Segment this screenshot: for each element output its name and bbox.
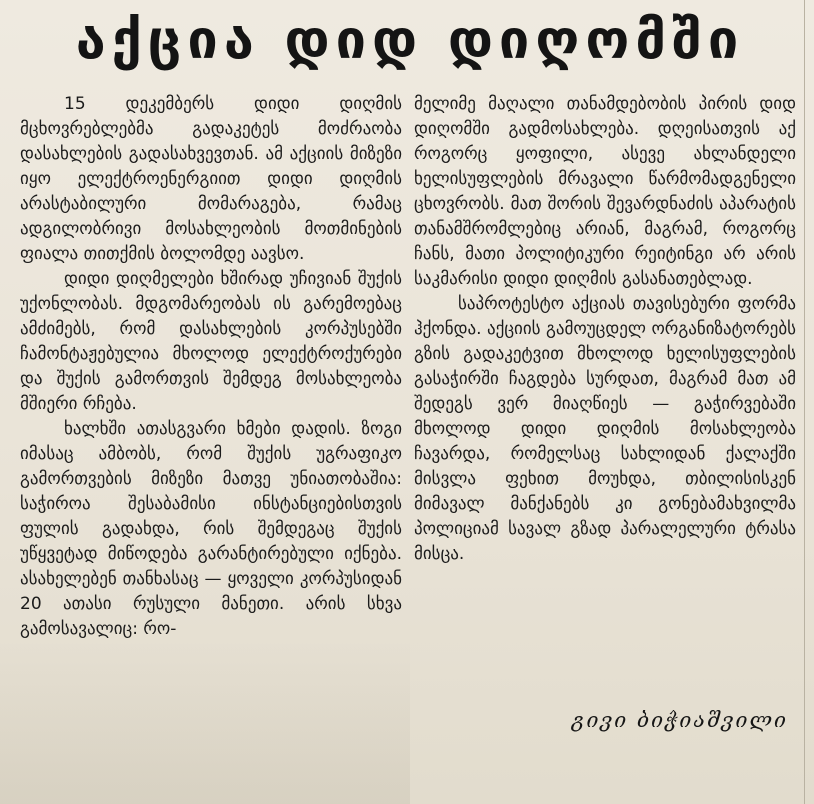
paragraph: მელიმე მაღალი თანამდებობის პირის დიდ დიღომში გადმოსახლება. დღეისათვის აქ როგორც ყოფილი, ასევე ახლანდელი ხელისუფლების მრავალი წარმომადგენელი ცხოვრობს. მათ შორის შევარდნაძის აპარატის თანამშრომლებიც არიან, მაგრამ, როგორც ჩანს, მათი პოლიტიკური რეიტინგი არ არის საკმარისი დიდი დიღმის გასანათებლად. bbox=[414, 94, 796, 289]
article-headline: აქცია დიდ დიღომში bbox=[75, 8, 745, 71]
left-column bbox=[20, 92, 402, 642]
paragraph: 15 დეკემბერს დიდი დიღმის მცხოვრებლებმა გადაკეტეს მოძრაობა დასახლების გადასახვევთან. ამ აქციის მიზეზი იყო ელექტროენერგიით დიდი დიღმის არასტაბილური მომარაგება, რამაც ადგილობრივი მოსახლეობის მოთმინების ფიალა თითქმის ბოლომდე აავსო. bbox=[20, 94, 402, 264]
paragraph: საპროტესტო აქციას თავისებური ფორმა ჰქონდა. აქციის გამოუცდელ ორგანიზატორებს გზის გადაკეტვით მხოლოდ ხელისუფლების გასაჭირში ჩაგდება სურდათ, მაგრამ მათ ამ შედეგს ვერ მიაღწიეს — გაჭირვებაში მხოლოდ დიდი დიღმის მოსახლეობა ჩავარდა, რომელსაც სახლიდან ქალაქში მისვლა ფეხით მოუხდა, თბილისისკენ მიმავალ მანქანებს კი გონებამახვილმა პოლიციამ სავალ გზად პარალელური ტრასა მისცა. bbox=[414, 294, 796, 564]
page-edge-divider bbox=[804, 0, 805, 804]
author-signature: გივი ბიჭიაშვილი bbox=[571, 708, 788, 732]
paper-shadow bbox=[0, 640, 410, 804]
paragraph: დიდი დიღმელები ხშირად უჩივიან შუქის უქონლობას. მდგომარეობას ის გარემოებაც ამძიმებს, რომ დასახლების კორპუსებში ჩამონტაჟებულია მხოლოდ ელექტროქურები და შუქის გამორთვის შემდეგ მოსახლეობა მშიერი რჩება. bbox=[20, 269, 402, 414]
paragraph: ხალხში ათასგვარი ხმები დადის. ზოგი იმასაც ამბობს, რომ შუქის უგრაფიკო გამორთვების მიზეზი მათვე უნიათობაშია: საჭიროა შესაბამისი ინსტანციებისთვის ფულის გადახდა, რის შემდეგაც შუქის უწყვეტად მიწოდება გარანტირებული იქნება. ასახელებენ თანხასაც — ყოველი კორპუსიდან 20 ათასი რუსული მანეთი. არის სხვა გამოსავალიც: რო- bbox=[20, 419, 402, 639]
right-column bbox=[414, 92, 796, 567]
